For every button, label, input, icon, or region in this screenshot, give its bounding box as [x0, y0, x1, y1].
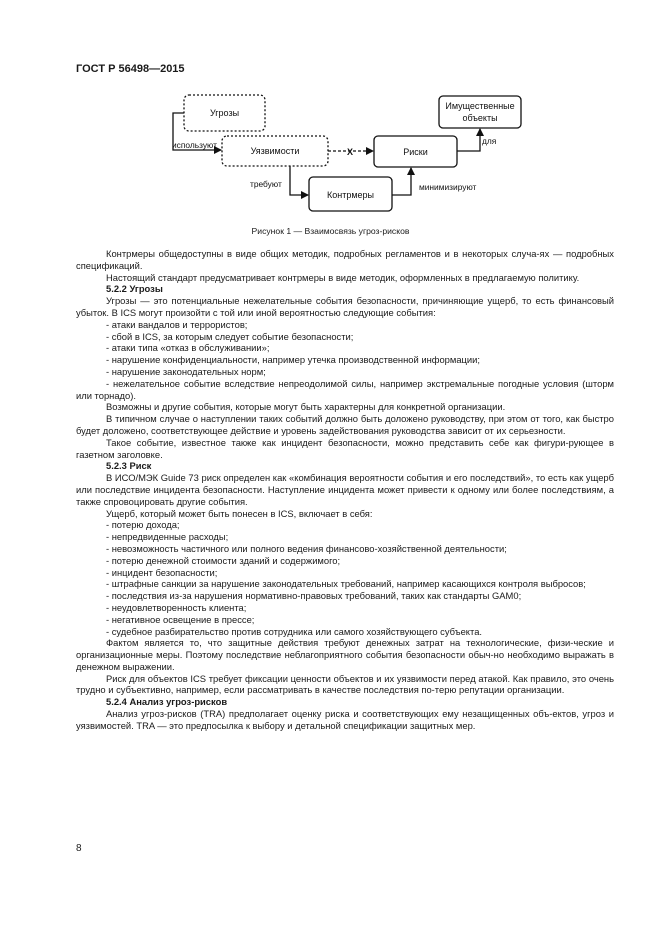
list-item: - штрафные санкции за нарушение законодательных требований, например касающихся контроля выбросов;	[106, 578, 586, 590]
paragraph: Фактом является то, что защитные действия требуют денежных затрат на технологические, физи-ческие и организационные меры. Поэтому последствие неблагоприятного события безопасности обыч-но необходимо выражать в денежном выражении.	[76, 637, 614, 672]
paragraph: Такое событие, известное также как инцидент безопасности, можно представить себе как фигури-рующее в газетном заголовке.	[76, 436, 614, 460]
paragraph: Настоящий стандарт предусматривает контрмеры в виде методик, оформленных в предлагаемую политику.	[106, 271, 580, 283]
list-item: - нарушение законодательных норм;	[106, 365, 266, 377]
assets-label-line1: Имущественные	[445, 101, 515, 111]
document-header: ГОСТ Р 56498—2015	[76, 63, 185, 75]
blocked-mark: X	[346, 147, 354, 157]
vulnerabilities-label: Уязвимости	[250, 146, 300, 156]
edge-label-minimize: минимизируют	[419, 182, 477, 192]
body-text	[76, 248, 614, 732]
list-item: - непредвиденные расходы;	[106, 531, 229, 543]
list-item: - невозможность частичного или полного ведения финансово-хозяйственной деятельности;	[106, 542, 507, 554]
list-item: - судебное разбирательство против сотрудника или самого хозяйствующего субъекта.	[106, 625, 483, 637]
edge-label-for: для	[482, 136, 497, 146]
section-heading-5-2-4: 5.2.4 Анализ угроз-рисков	[106, 696, 228, 708]
list-item: - последствия из-за нарушения нормативно-правовых требований, таких как стандарты GAM0;	[106, 590, 522, 602]
list-item: - сбой в ICS, за которым следует событие безопасности;	[106, 330, 354, 342]
list-item: - нежелательное событие вследствие непреодолимой силы, например экстремальные погодные условия (шторм или торнадо).	[76, 377, 614, 401]
countermeasures-label: Контрмеры	[326, 190, 375, 200]
section-heading-5-2-2: 5.2.2 Угрозы	[106, 283, 163, 295]
paragraph: В типичном случае о наступлении таких событий должно быть доложено руководству, при этом от того, как быстро будет доложено, соответствующее действие и уровень задействования руководства зависит от их серьезности.	[76, 413, 614, 436]
paragraph: В ИСО/МЭК Guide 73 риск определен как «комбинация вероятности события и его последствий», то есть как ущерб или последствие инцидента безопасности. Наступление инцидента может привести к одному или более последствиям, а также спровоцировать другие события.	[76, 472, 614, 507]
list-item: - потерю дохода;	[106, 519, 180, 531]
threat-risk-diagram	[0, 0, 661, 240]
risks-label: Риски	[403, 147, 428, 157]
arrow-countermeasures-to-risks	[392, 168, 411, 195]
arrow-vulnerabilities-to-countermeasures	[290, 166, 308, 195]
paragraph: Риск для объектов ICS требует фиксации ценности объектов и их уязвимости перед атакой. Как правило, это очень трудно и субъективно, например, если рассматривать в качестве последствия по-терю репутации организации.	[76, 672, 614, 696]
threats-label: Угрозы	[209, 108, 240, 118]
list-item: - инцидент безопасности;	[106, 566, 218, 578]
assets-label-line2: объекты	[462, 113, 498, 123]
paragraph: Угрозы — это потенциальные нежелательные события безопасности, причиняющие ущерб, то есть финансовый убыток. В ICS могут произойти с той или иной вероятностью следующие события:	[76, 295, 614, 318]
paragraph: Ущерб, который может быть понесен в ICS, включает в себя:	[106, 507, 373, 519]
figure-caption: Рисунок 1 — Взаимосвязь угроз-рисков	[251, 226, 410, 236]
list-item: - потерю денежной стоимости зданий и содержимого;	[106, 554, 341, 566]
arrow-risks-to-assets	[457, 129, 480, 151]
list-item: - нарушение конфиденциальности, например утечка производственной информации;	[106, 354, 481, 366]
list-item: - атаки типа «отказ в обслуживании»;	[106, 342, 270, 354]
paragraph: Возможны и другие события, которые могут быть характерны для конкретной организации.	[106, 401, 506, 413]
edge-label-use: используют	[172, 140, 217, 150]
list-item: - атаки вандалов и террористов;	[106, 318, 248, 330]
paragraph: Анализ угроз-рисков (TRA) предполагает оценку риска и соответствующих ему незащищенных объ-ектов, угроз и уязвимостей. TRA — это предпосылка к выбору и детальной спецификации защитных мер.	[76, 708, 614, 731]
page-number: 8	[76, 843, 82, 854]
list-item: - неудовлетворенность клиента;	[106, 601, 247, 613]
section-heading-5-2-3: 5.2.3 Риск	[106, 460, 152, 472]
edge-label-require: требуют	[250, 179, 282, 189]
paragraph: Контрмеры общедоступны в виде общих методик, подробных регламентов и в некоторых случа-ях — подробных спецификаций.	[76, 248, 614, 271]
list-item: - негативное освещение в прессе;	[106, 613, 255, 625]
